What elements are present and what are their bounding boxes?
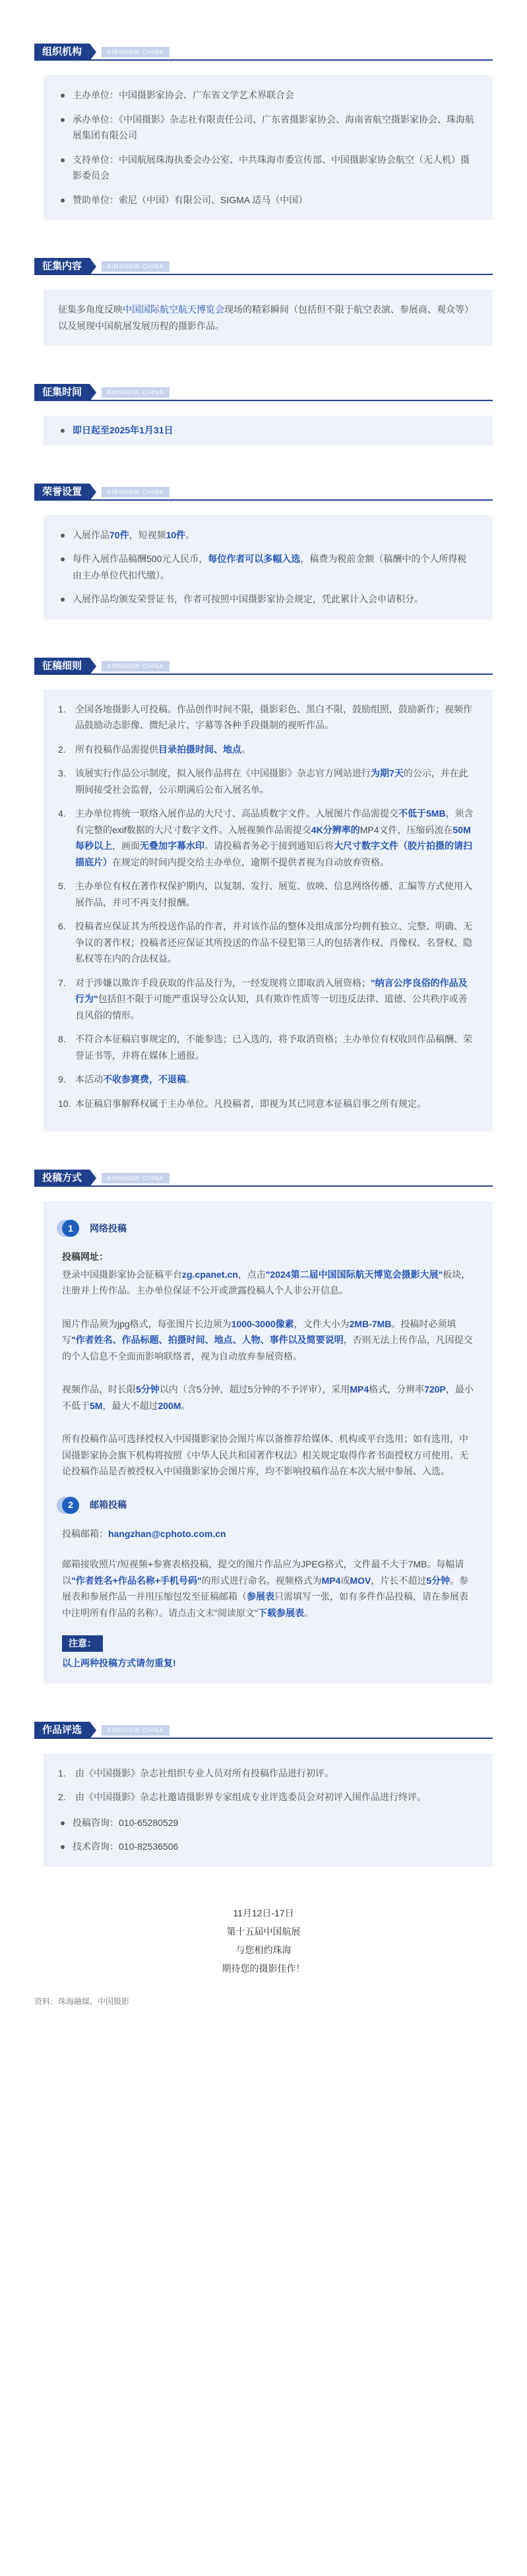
list-item: 7. 对于涉嫌以欺诈手段获取的作品及行为，一经发现将立即取消入展资格；"纳言公序良俗的作品及行为"包括但不限于可能严重误导公众认知，具有欺诈性质等一切违反法律、道德、公共秩序或善良风俗的情形。 (58, 977, 468, 1021)
bullet-icon (61, 429, 65, 433)
list-item: 9. 本活动不收参赛费，不退稿。 (58, 1074, 195, 1084)
section-header (34, 1722, 493, 1739)
paragraph: 视频作品，时长限5分钟以内（含5分钟，超过5分钟的不予评审），采用MP4格式，分辨率720P，最小不低于5M，最大不超过200M。 (62, 1384, 474, 1411)
source-note: 资料：珠海融媒、中国摄影 (34, 1996, 130, 2006)
list-item: 10. 本征稿启事解释权属于主办单位。凡投稿者，即视为其已同意本征稿启事之所有规定。 (58, 1098, 426, 1109)
section-honor (34, 445, 493, 619)
section-tag: AIRSHOW CHINA (102, 1173, 170, 1183)
download-form-link[interactable]: 下载参展表 (257, 1607, 304, 1618)
list-item: 6. 投稿者应保证其为所投送作品的作者，并对该作品的整体及组成部分均拥有独立、完整、明确、无争议的著作权；投稿者还应保证其所投送的作品不侵犯第三人的包括著作权、肖像权、名誉权、隐私权等在内的合法权益。 (58, 921, 472, 964)
info-box (44, 689, 493, 1132)
section-tag: AIRSHOW CHINA (102, 387, 170, 398)
step-number: 2 (62, 1497, 79, 1514)
bullet-icon (61, 94, 65, 98)
section-title: 征集时间 (34, 384, 90, 400)
info-box (44, 1753, 493, 1867)
note (62, 1635, 474, 1652)
expo-link[interactable]: 中国国际航空航天博览会 (123, 304, 224, 315)
section-tag: AIRSHOW CHINA (102, 661, 170, 672)
contact-item: 技术咨询：010-82536506 (58, 1838, 474, 1855)
list-item: 入展作品均颁发荣誉证书，作者可按照中国摄影家协会规定，凭此累计入会申请积分。 (58, 591, 474, 608)
section-header (34, 484, 493, 501)
section-header (34, 258, 493, 275)
section-method (34, 1131, 493, 1683)
paragraph: 登录中国摄影家协会征稿平台zg.cpanet.cn，点击"2024第二届中国国际航天博览会摄影大展"板块，注册并上传作品。主办单位保证不公开或泄露投稿人个人非公开信息。 (62, 1269, 471, 1296)
submission-url-link[interactable]: zg.cpanet.cn (182, 1269, 238, 1280)
section-title: 投稿方式 (34, 1170, 90, 1185)
email-link[interactable]: hangzhan@cphoto.com.cn (108, 1528, 226, 1539)
section-header (34, 1170, 493, 1187)
list-item: 4. 主办单位将统一联络入展作品的大尺寸、高品质数字文件。入展图片作品需提交不低于5MB，须含有完整的exif数据的大尺寸数字文件。入展视频作品需提交4K分辨率的MP4文件，压缩码流在50M每秒以上，画面无叠加字幕水印。请投稿者务必于接到通知后将大尺寸数字文件（胶片拍摄的请扫描底片）在规定的时间内提交给主办单位，逾期不提供者视为自动放弃资格。 (58, 808, 474, 867)
step-number: 1 (62, 1220, 79, 1237)
subheading-email (62, 1497, 474, 1514)
bullet-icon (61, 118, 65, 122)
info-box (44, 515, 493, 619)
url-label: 投稿网址： (62, 1251, 108, 1262)
section-header (34, 384, 493, 401)
section-title: 作品评选 (34, 1722, 90, 1738)
note-text: 以上两种投稿方式请勿重复! (62, 1658, 176, 1669)
list-item: 支持单位：中国航展珠海执委会办公室、中共珠海市委宣传部、中国摄影家协会航空（无人机）摄影委员会 (58, 152, 474, 184)
info-box (44, 1201, 493, 1683)
contact-item: 投稿咨询：010-65280529 (58, 1815, 474, 1831)
bullet-icon (61, 199, 65, 203)
bullet-icon (61, 557, 65, 561)
section-title: 征集内容 (34, 258, 90, 274)
paragraph: 所有投稿作品可选择授权入中国摄影家协会图片库以备推荐给媒体、机构或平台选用；如有选用，中国摄影家协会旗下机构将按照《中华人民共和国著作权法》相关规定取得作者书面授权方可使用。无论投稿作品是否被授权入中国摄影家协会图片库，均不影响投稿作品在本次大展中参展、入选。 (62, 1433, 468, 1476)
list-item: 1. 由《中国摄影》杂志社组织专业人员对所有投稿作品进行初评。 (58, 1767, 334, 1778)
bullet-icon (61, 598, 65, 602)
section-tag: AIRSHOW CHINA (102, 261, 170, 272)
info-box (44, 416, 493, 445)
list-item: 2. 所有投稿作品需提供目录拍摄时间、地点。 (58, 743, 251, 755)
list-item: 承办单位：《中国摄影》杂志社有限责任公司、广东省摄影家协会、海南省航空摄影家协会、珠海航展集团有限公司 (58, 111, 474, 144)
section-tag: AIRSHOW CHINA (102, 487, 170, 497)
list-item: 3. 该展实行作品公示制度，拟入展作品将在《中国摄影》杂志官方网站进行为期7天的公示，并在此期间接受社会监督，公示期满后公布入展名单。 (58, 768, 468, 795)
section-header (34, 658, 493, 675)
section-organization (34, 0, 493, 220)
section-tag: AIRSHOW CHINA (102, 1725, 170, 1736)
bullet-icon (61, 534, 65, 538)
section-content (34, 220, 493, 346)
list-item: 赞助单位：索尼（中国）有限公司、SIGMA 适马（中国） (58, 192, 474, 208)
list-item: 2. 由《中国摄影》杂志社邀请摄影界专家组成专业评选委员会对初评入围作品进行终评。 (58, 1792, 426, 1803)
email-line: 投稿邮箱：hangzhan@cphoto.com.cn (62, 1528, 226, 1539)
subheading-title: 邮箱投稿 (90, 1499, 127, 1511)
bullet-icon (61, 1845, 65, 1849)
section-rules (34, 619, 493, 1132)
bullet-icon (61, 1821, 65, 1825)
paragraph: 邮箱接收照片/短视频+参赛表格投稿，提交的图片作品应为JPEG格式，文件最不大于7MB。每幅请以"作者姓名+作品名称+手机号码"的形式进行命名。视频格式为MP4或MOV，片长不超过5分钟。参展表和参展作品一并用压缩包发至征稿邮箱（参展表只需填写一张，如有多件作品投稿，请在参展表中注明所有作品的名称）。请点击文末"阅读原文"下载参展表。 (62, 1559, 469, 1618)
list-item: 8. 不符合本征稿启事规定的，不能参选；已入选的，将予取消资格；主办单位有权收回作品稿酬、荣誉证书等，并将在媒体上通报。 (58, 1034, 472, 1061)
info-box (44, 75, 493, 220)
subheading-online (62, 1220, 474, 1237)
deadline-item: 即日起至2025年1月31日 (58, 422, 474, 439)
list-item: 1. 全国各地摄影人可投稿。作品创作时间不限，摄影彩色、黑白不限，鼓励组照，鼓励新作；视频作品鼓励动态影像、微纪录片、字幕等各种手段摄制的视听作品。 (58, 703, 472, 730)
section-review (34, 1683, 493, 1867)
paragraph: 图片作品须为jpg格式，每张图片长边须为1000-3000像素，文件大小为2MB-7MB。投稿时必须填写"作者姓名、作品标题、拍摄时间、地点、人物、事件以及简要说明，否则无法上传作品，凡因提交的个人信息不全面而影响联络者，视为自动放弃参展资格。 (62, 1318, 473, 1362)
section-header (34, 44, 493, 61)
content-text: 征集多角度反映中国国际航空航天博览会现场的精彩瞬间（包括但不限于航空表演、参展商、观众等）以及展现中国航展发展历程的摄影作品。 (58, 304, 474, 331)
list-item: 主办单位：中国摄影家协会、广东省文学艺术界联合会 (58, 87, 474, 104)
section-title: 征稿细则 (34, 658, 90, 674)
list-item: 入展作品70件，短视频10件。 (58, 527, 474, 544)
list-item: 每件入展作品稿酬500元人民币，每位作者可以多幅入选，稿费为税前金额（稿酬中的个人所得税由主办单位代扣代缴）。 (58, 551, 474, 583)
section-time (34, 346, 493, 445)
section-title: 荣誉设置 (34, 484, 90, 499)
closing-text: 11月12日-17日 第十五届中国航展 与您相约珠海 期待您的摄影佳作！ (222, 1907, 305, 1974)
section-tag: AIRSHOW CHINA (102, 47, 170, 57)
note-label: 注意： (62, 1635, 103, 1652)
section-title: 组织机构 (34, 44, 90, 59)
info-box (44, 290, 493, 346)
subheading-title: 网络投稿 (90, 1222, 127, 1234)
list-item: 5. 主办单位有权在著作权保护期内，以复制、发行、展览、放映、信息网络传播、汇编等方式使用入展作品，并可不再支付报酬。 (58, 881, 472, 908)
bullet-icon (61, 158, 65, 162)
